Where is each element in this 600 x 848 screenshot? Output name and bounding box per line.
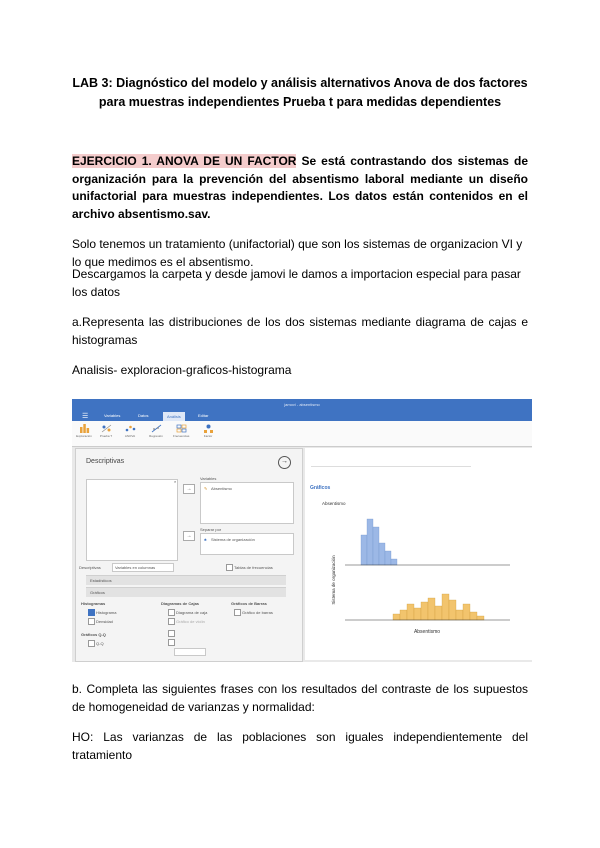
histogram-bar-bottom bbox=[470, 612, 477, 620]
exercise-paragraph bbox=[72, 153, 528, 223]
move-to-split-button[interactable]: → bbox=[183, 531, 195, 541]
descriptives-layout-select[interactable]: Variables en columnas bbox=[112, 563, 174, 572]
density-label: Densidad bbox=[96, 619, 113, 624]
histogram-bar-top bbox=[373, 527, 379, 565]
paragraph-h0: HO: Las varianzas de las poblaciones son iguales independientemente del tratamiento bbox=[72, 730, 528, 762]
exercise-text: Se está contrastando dos sistemas de organización para la prevención del absentismo laboral mediante un diseño unifactorial para muestras independientes. Los datos están contenidos en el archivo absentismo.sav. bbox=[72, 154, 528, 221]
panel-title: Descriptivas bbox=[86, 458, 125, 465]
paragraph-question-a: a.Representa las distribuciones de los dos sistemas mediante diagrama de cajas e histogramas bbox=[72, 315, 528, 347]
violin-label: Gráfico de violín bbox=[176, 619, 205, 624]
histogram-bar-top bbox=[385, 551, 391, 565]
jamovi-titlebar bbox=[72, 399, 532, 421]
tool-ttest[interactable]: Prueba T bbox=[98, 424, 114, 442]
variable-absentismo[interactable]: Absentismo bbox=[211, 486, 232, 491]
option-select[interactable] bbox=[174, 648, 206, 656]
violin-checkbox[interactable] bbox=[168, 618, 175, 625]
histogram-checkbox[interactable] bbox=[88, 609, 95, 616]
variables-label: Variables bbox=[200, 476, 217, 481]
search-icon[interactable]: ⌕ bbox=[174, 479, 177, 484]
menu-data[interactable]: Datos bbox=[138, 413, 149, 418]
frequency-tables-label: Tablas de frecuencias bbox=[234, 565, 273, 570]
ttest-icon bbox=[101, 424, 112, 433]
histogram-top-group bbox=[361, 519, 397, 565]
histogram-bar-top bbox=[379, 543, 385, 565]
extra-option-checkbox-2[interactable] bbox=[168, 639, 175, 646]
nominal-variable-icon: ♣ bbox=[204, 537, 207, 542]
jamovi-screenshot bbox=[72, 399, 532, 662]
move-to-variables-button[interactable]: → bbox=[183, 484, 195, 494]
barplot-label: Gráfico de barras bbox=[242, 610, 273, 615]
tool-exploration[interactable]: Exploración bbox=[76, 424, 92, 442]
variables-target-list[interactable] bbox=[200, 482, 294, 524]
histogram-bar-bottom bbox=[400, 610, 407, 620]
paragraph-analysis-path: Analisis- exploracion-graficos-histograma bbox=[72, 363, 292, 377]
histogram-bar-top bbox=[367, 519, 373, 565]
boxplot-label: Diagrama de caja bbox=[176, 610, 208, 615]
histogram-bar-top bbox=[391, 559, 397, 565]
continuous-variable-icon: ✎ bbox=[204, 486, 208, 491]
histogram-bar-bottom bbox=[421, 602, 428, 620]
frequency-tables-checkbox[interactable] bbox=[226, 564, 233, 571]
histogram-bar-bottom bbox=[442, 594, 449, 620]
section-statistics[interactable]: Estadísticos bbox=[86, 575, 286, 585]
paragraph-treatment: Solo tenemos un tratamiento (unifactorial) que son los sistemas de organizacion VI y lo que medimos es el absentismo. bbox=[72, 237, 523, 269]
boxplots-heading: Diagramas de Cajas bbox=[161, 601, 200, 606]
run-arrow-icon[interactable]: → bbox=[278, 456, 291, 469]
boxplot-checkbox[interactable] bbox=[168, 609, 175, 616]
histograms-heading: Histogramas bbox=[81, 601, 106, 606]
histogram-bar-bottom bbox=[414, 608, 421, 620]
anova-icon bbox=[125, 424, 136, 433]
histogram-bar-bottom bbox=[477, 616, 484, 620]
graph-variable-title: Absentismo bbox=[322, 501, 346, 506]
y-axis-label: Sistema de organización bbox=[331, 555, 336, 605]
menu-variables[interactable]: Variables bbox=[104, 413, 121, 418]
qq-heading: Gráficos Q-Q bbox=[81, 632, 106, 637]
histogram-bar-bottom bbox=[463, 604, 470, 620]
tool-factor[interactable]: Factor bbox=[200, 424, 216, 442]
paragraph-question-b: b. Completa las siguientes frases con los resultados del contraste de los supuestos de homogeneidad de varianzas y normalidad: bbox=[72, 682, 528, 714]
results-panel bbox=[305, 448, 532, 660]
histogram-plot bbox=[305, 448, 532, 660]
tool-frequencies[interactable]: Frecuencias bbox=[173, 424, 189, 442]
bar-plots-heading: Gráficos de Barras bbox=[231, 601, 267, 606]
histogram-bar-bottom bbox=[428, 598, 435, 620]
regression-icon bbox=[151, 424, 162, 433]
paragraph-import: Descargamos la carpeta y desde jamovi le damos a importacion especial para pasar los datos bbox=[72, 267, 521, 299]
graphs-title: Gráficos bbox=[310, 485, 331, 491]
histogram-bar-bottom bbox=[435, 606, 442, 620]
tool-anova[interactable]: ANOVA bbox=[122, 424, 138, 442]
split-by-target-list[interactable] bbox=[200, 533, 294, 555]
tool-regression[interactable]: Regresión bbox=[148, 424, 164, 442]
qq-label: Q-Q bbox=[96, 641, 104, 646]
histogram-bar-bottom bbox=[393, 614, 400, 620]
histogram-label: Histograma bbox=[96, 610, 117, 615]
extra-option-checkbox-1[interactable] bbox=[168, 630, 175, 637]
x-axis-label: Absentismo bbox=[413, 629, 441, 635]
section-plots[interactable]: Gráficos bbox=[86, 587, 286, 597]
descriptives-row-label: Descriptivas bbox=[79, 565, 101, 570]
histogram-bar-top bbox=[361, 535, 367, 565]
density-checkbox[interactable] bbox=[88, 618, 95, 625]
descriptives-options-panel bbox=[75, 448, 303, 662]
variable-sistema[interactable]: Sistema de organización bbox=[211, 537, 255, 542]
hamburger-menu-icon[interactable]: ☰ bbox=[82, 413, 89, 420]
split-by-label: Separar por bbox=[200, 527, 222, 532]
variable-source-list[interactable] bbox=[86, 479, 178, 561]
bar-chart-icon bbox=[79, 424, 90, 433]
exercise-label: EJERCICIO 1. ANOVA DE UN FACTOR bbox=[72, 154, 297, 168]
menu-analyses[interactable]: Análisis bbox=[163, 412, 185, 421]
menu-edit[interactable]: Editar bbox=[198, 413, 209, 418]
histogram-bar-bottom bbox=[456, 610, 463, 620]
barplot-checkbox[interactable] bbox=[234, 609, 241, 616]
factor-icon bbox=[203, 424, 214, 433]
document-title: LAB 3: Diagnóstico del modelo y análisis alternativos Anova de dos factores para muestras independientes Prueba t para medidas dependientes bbox=[72, 76, 528, 109]
histogram-bar-bottom bbox=[407, 604, 414, 620]
histogram-bar-bottom bbox=[449, 600, 456, 620]
jamovi-toolbar bbox=[72, 421, 532, 447]
qq-checkbox[interactable] bbox=[88, 640, 95, 647]
histogram-bottom-group bbox=[393, 594, 484, 620]
frequencies-icon bbox=[176, 424, 187, 433]
jamovi-app-title: jamovi - absentismo bbox=[284, 402, 320, 407]
